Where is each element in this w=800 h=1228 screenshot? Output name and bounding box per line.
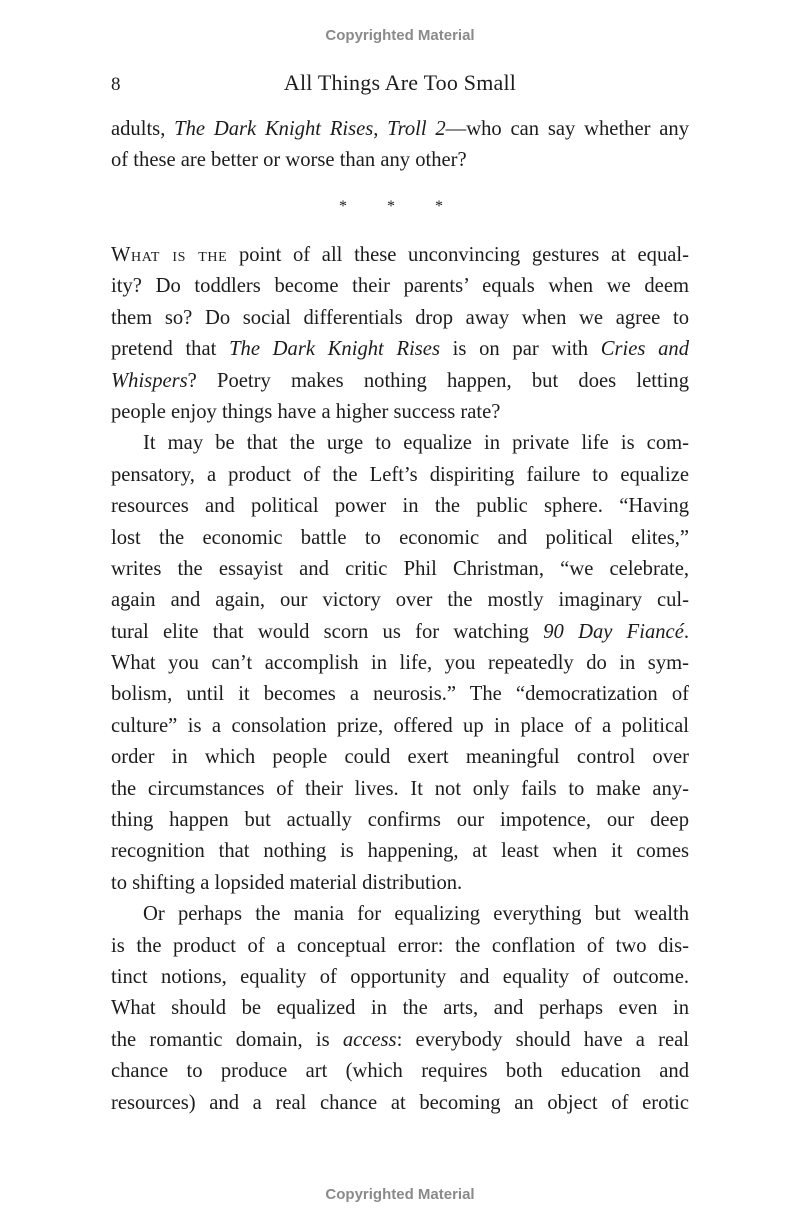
text-line: tinct notions, equality of opportunity and equality of outcome. xyxy=(111,965,689,988)
text-line: bolism, until it becomes a neurosis.” The “democratization of xyxy=(111,683,689,706)
text-line: resources and political power in the public sphere. “Having xyxy=(111,495,689,518)
text-line: resources) and a real chance at becoming an object of erotic xyxy=(111,1091,689,1114)
text-line: of these are better or worse than any other? xyxy=(111,149,467,172)
continued-paragraph xyxy=(111,114,689,177)
text-line: What you can’t accomplish in life, you repeatedly do in sym- xyxy=(111,652,689,675)
text-line: What should be equalized in the arts, and perhaps even in xyxy=(111,997,689,1020)
text-line: order in which people could exert meaningful control over xyxy=(111,746,689,769)
text-line: again and again, our victory over the mostly imaginary cul- xyxy=(111,589,689,612)
text-line: Whispers? Poetry makes nothing happen, but does letting xyxy=(111,369,689,392)
text-line: the circumstances of their lives. It not only fails to make any- xyxy=(111,777,689,800)
page-number: 8 xyxy=(111,74,121,95)
text-line: thing happen but actually confirms our impotence, our deep xyxy=(111,809,689,832)
text-line: lost the economic battle to economic and political elites,” xyxy=(111,526,689,549)
text-line: It may be that the urge to equalize in private life is com- xyxy=(143,432,689,455)
copyright-watermark-top: Copyrighted Material xyxy=(325,27,475,44)
text-line: ity? Do toddlers become their parents’ equals when we deem xyxy=(111,275,689,298)
text-line: them so? Do social differentials drop away when we agree to xyxy=(111,306,689,329)
text-line: to shifting a lopsided material distribution. xyxy=(111,871,463,894)
text-line: recognition that nothing is happening, at least when it comes xyxy=(111,840,689,863)
body-text xyxy=(111,240,689,1119)
small-caps-lead: What is the xyxy=(111,244,228,266)
text-line: the romantic domain, is access: everybody should have a real xyxy=(111,1028,689,1051)
text-line: is the product of a conceptual error: the conflation of two dis- xyxy=(111,934,689,957)
text-line: culture” is a consolation prize, offered up in place of a political xyxy=(111,714,689,737)
running-head: All Things Are Too Small xyxy=(283,70,517,95)
text-line: Or perhaps the mania for equalizing everything but wealth xyxy=(143,903,689,926)
text-line: What is the point of all these unconvincing gestures at equal- xyxy=(111,244,689,266)
text-line: tural elite that would scorn us for watching 90 Day Fiancé. xyxy=(111,620,689,643)
text-line: adults, The Dark Knight Rises, Troll 2—who can say whether any xyxy=(111,118,689,140)
section-break: * * * xyxy=(339,198,461,215)
text-line: chance to produce art (which requires both education and xyxy=(111,1060,689,1083)
text-line: writes the essayist and critic Phil Christman, “we celebrate, xyxy=(111,557,689,580)
text-line: people enjoy things have a higher success rate? xyxy=(111,400,501,423)
copyright-watermark-bottom: Copyrighted Material xyxy=(325,1186,475,1203)
text-line: pensatory, a product of the Left’s dispiriting failure to equalize xyxy=(111,463,689,486)
text-line: pretend that The Dark Knight Rises is on par with Cries and xyxy=(111,338,690,361)
